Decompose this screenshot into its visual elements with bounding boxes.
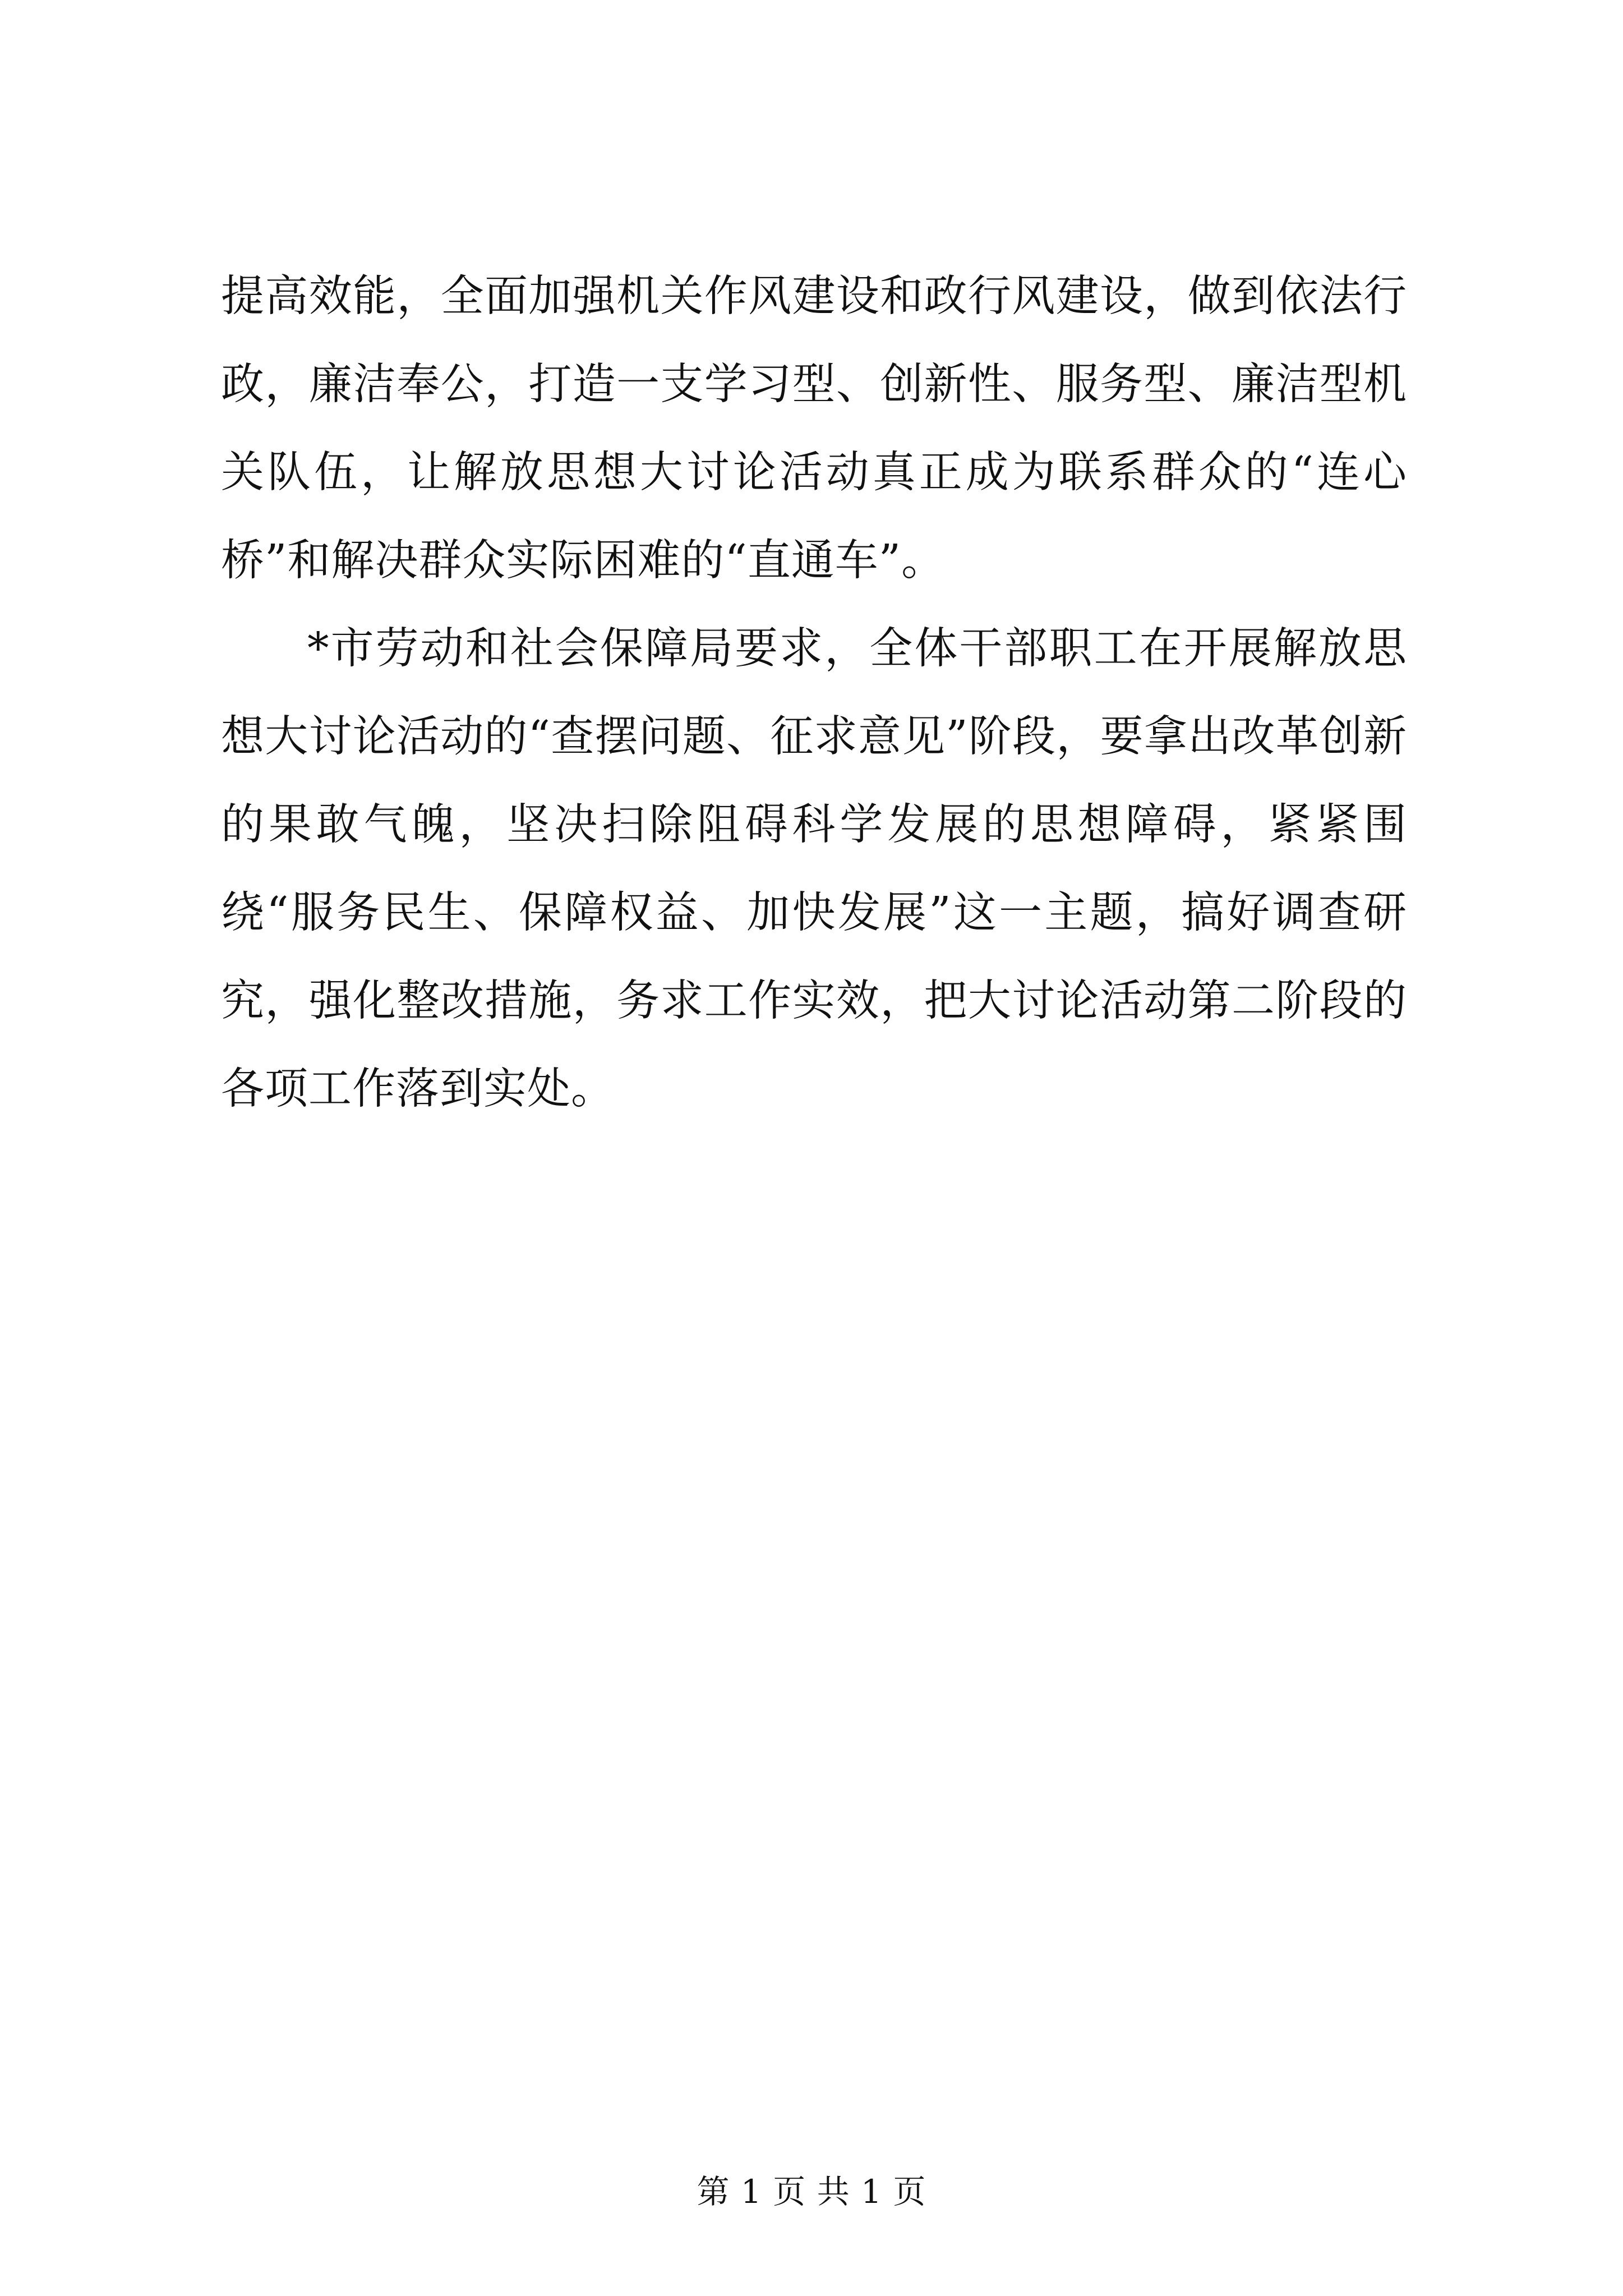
document-body [221, 252, 1407, 1133]
paragraph-2: *市劳动和社会保障局要求，全体干部职工在开展解放思想大讨论活动的“查摆问题、征求意见”阶段，要拿出改革创新的果敢气魄，坚决扫除阻碍科学发展的思想障碍，紧紧围绕“服务民生、保障权益、加快发展”这一主题，搞好调查研究，强化整改措施，务求工作实效，把大讨论活动第二阶段的各项工作落到实处。 [221, 624, 1407, 1114]
paragraph-1: 提高效能，全面加强机关作风建设和政行风建设，做到依法行政，廉洁奉公，打造一支学习型、创新性、服务型、廉洁型机关队伍，让解放思想大讨论活动真正成为联系群众的“连心桥”和解决群众实际困难的“直通车”。 [221, 272, 1407, 586]
page-number-footer: 第 1 页 共 1 页 [697, 2173, 926, 2211]
